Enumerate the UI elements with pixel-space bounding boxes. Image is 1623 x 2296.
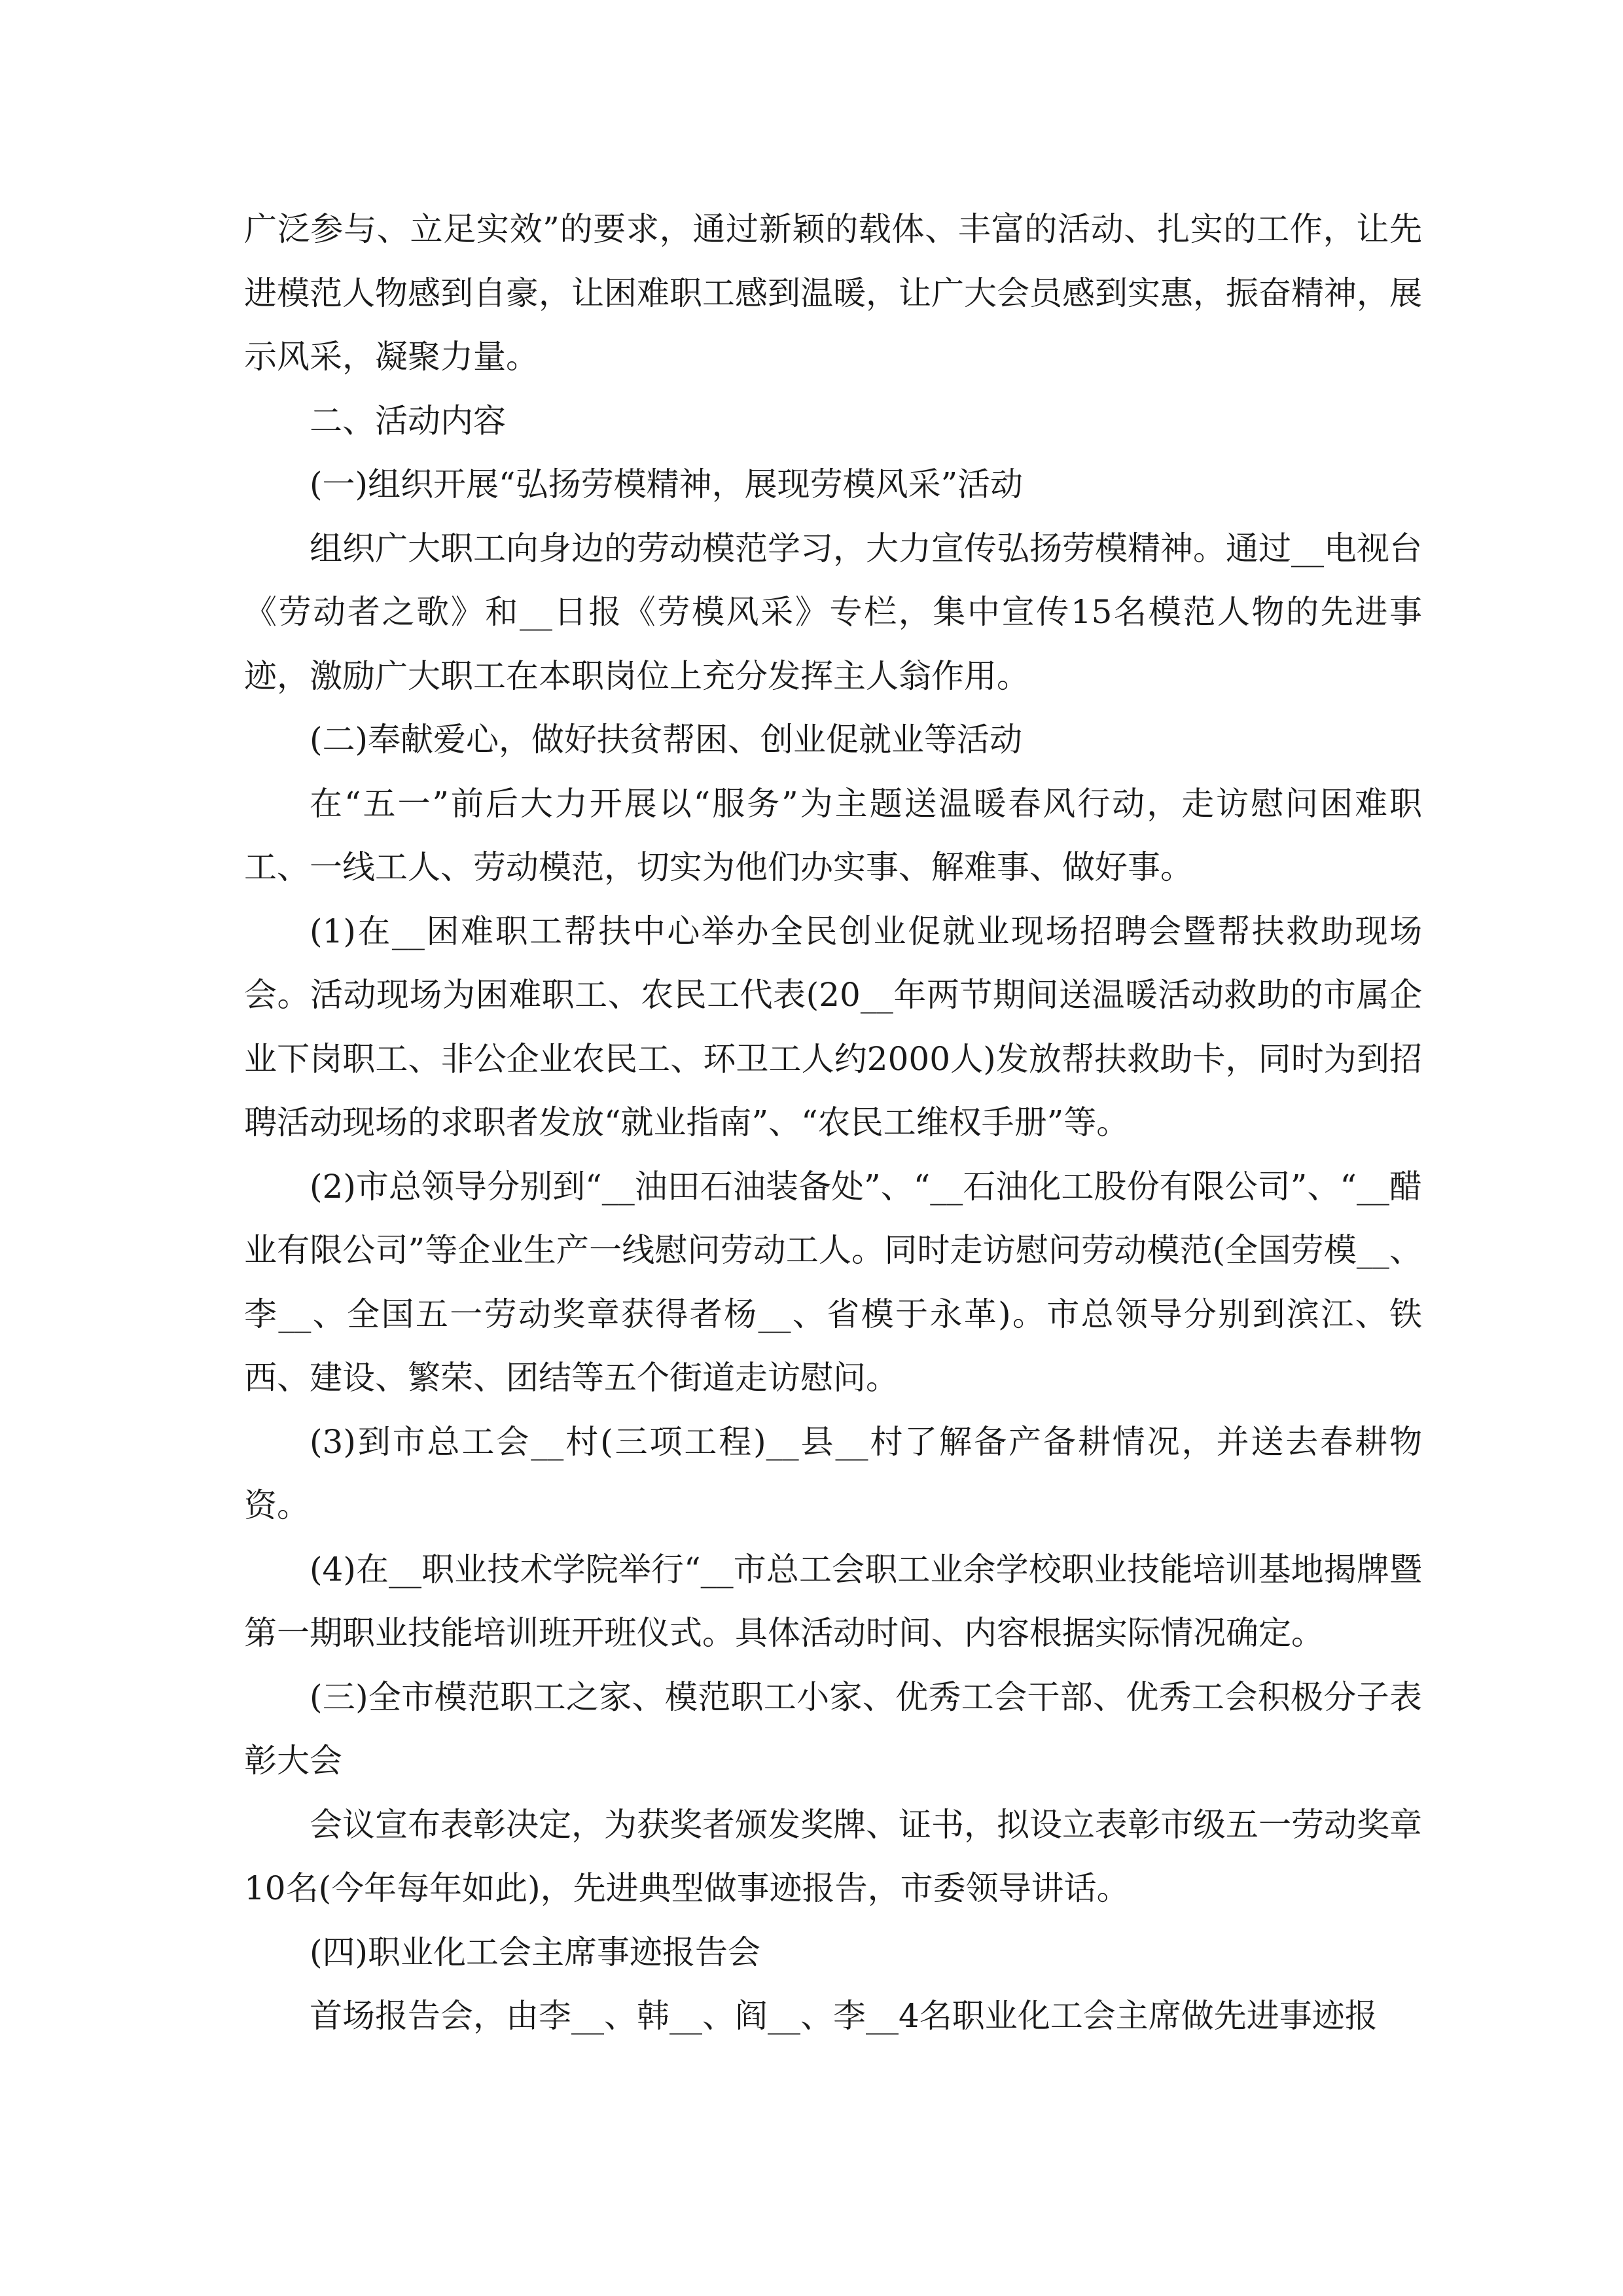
subsection-heading-1: (一)组织开展“弘扬劳模精神，展现劳模风采”活动 bbox=[310, 465, 1024, 503]
paragraph-body: 会议宣布表彰决定，为获奖者颁发奖牌、证书，拟设立表彰市级五一劳动奖章10名(今年每年如此)，先进典型做事迹报告，市委领导讲话。 bbox=[244, 1805, 1422, 1907]
paragraph-body: 首场报告会，由李__、韩__、阎__、李__4名职业化工会主席做先进事迹报 bbox=[310, 1997, 1378, 2035]
section-heading-activity-content: 二、活动内容 bbox=[310, 401, 506, 440]
subsection-heading-4: (四)职业化工会主席事迹报告会 bbox=[310, 1933, 761, 1971]
subsection-heading-3: (三)全市模范职工之家、模范职工小家、优秀工会干部、优秀工会积极分子表彰大会 bbox=[244, 1677, 1422, 1780]
document-body bbox=[244, 198, 1422, 2049]
subsection-heading-2: (二)奉献爱心，做好扶贫帮困、创业促就业等活动 bbox=[310, 721, 1023, 759]
paragraph-body: 组织广大职工向身边的劳动模范学习，大力宣传弘扬劳模精神。通过__电视台《劳动者之歌》和__日报《劳模风采》专栏，集中宣传15名模范人物的先进事迹，激励广大职工在本职岗位上充分发挥主人翁作用。 bbox=[244, 529, 1422, 695]
paragraph-body: 在“五一”前后大力开展以“服务”为主题送温暖春风行动，走访慰问困难职工、一线工人、劳动模范，切实为他们办实事、解难事、做好事。 bbox=[244, 784, 1422, 886]
paragraph-intro-continuation: 广泛参与、立足实效”的要求，通过新颖的载体、丰富的活动、扎实的工作，让先进模范人物感到自豪，让困难职工感到温暖，让广大会员感到实惠，振奋精神，展示风采，凝聚力量。 bbox=[244, 210, 1422, 376]
paragraph-item-2: (2)市总领导分别到“__油田石油装备处”、“__石油化工股份有限公司”、“__醋业有限公司”等企业生产一线慰问劳动工人。同时走访慰问劳动模范(全国劳模__、李__、全国五一劳动奖章获得者杨__、省模于永革)。市总领导分别到滨江、铁西、建设、繁荣、团结等五个街道走访慰问。 bbox=[244, 1167, 1422, 1397]
paragraph-item-1: (1)在__困难职工帮扶中心举办全民创业促就业现场招聘会暨帮扶救助现场会。活动现场为困难职工、农民工代表(20__年两节期间送温暖活动救助的市属企业下岗职工、非公企业农民工、环卫工人约2000人)发放帮扶救助卡，同时为到招聘活动现场的求职者发放“就业指南”、“农民工维权手册”等。 bbox=[244, 912, 1422, 1141]
paragraph-item-4: (4)在__职业技术学院举行“__市总工会职工业余学校职业技能培训基地揭牌暨第一期职业技能培训班开班仪式。具体活动时间、内容根据实际情况确定。 bbox=[244, 1550, 1422, 1652]
paragraph-item-3: (3)到市总工会__村(三项工程)__县__村了解备产备耕情况，并送去春耕物资。 bbox=[244, 1422, 1422, 1524]
